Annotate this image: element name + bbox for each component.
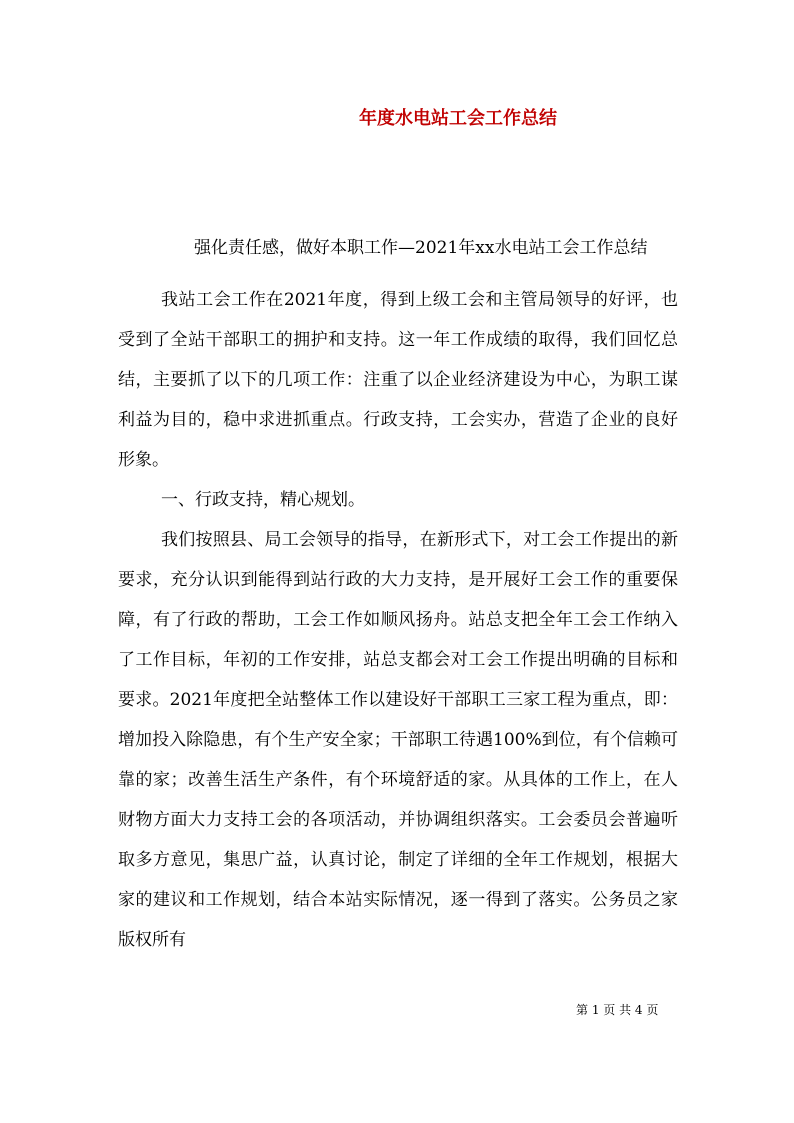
section-heading: 一、行政支持，精心规划。 [161, 490, 365, 510]
page-footer [576, 1002, 658, 1018]
document-body [118, 228, 678, 960]
document-subtitle: 强化责任感，做好本职工作—2021年xx水电站工会工作总结 [194, 238, 648, 258]
document-title: 年度水电站工会工作总结 [359, 108, 557, 129]
page-number-label: 第 1 页 共 4 页 [576, 1003, 659, 1017]
paragraph: 我站工会工作在2021年度，得到上级工会和主管局领导的好评，也受到了全站干部职工的拥护和支持。这一年工作成绩的取得，我们回忆总结，主要抓了以下的几项工作：注重了以企业经济建设为中心，为职工谋利益为目的，稳中求进抓重点。行政支持，工会实办，营造了企业的良好形象。 [118, 290, 678, 470]
paragraph: 我们按照县、局工会领导的指导，在新形式下，对工会工作提出的新要求，充分认识到能得到站行政的大力支持，是开展好工会工作的重要保障，有了行政的帮助，工会工作如顺风扬舟。站总支把全年工会工作纳入了工作目标，年初的工作安排，站总支都会对工会工作提出明确的目标和要求。2021年度把全站整体工作以建设好干部职工三家工程为重点，即：增加投入除隐患，有个生产安全家；干部职工待遇100%到位，有个信赖可靠的家；改善生活生产条件，有个环境舒适的家。从具体的工作上，在人财物方面大力支持工会的各项活动，并协调组织落实。工会委员会普遍听取多方意见，集思广益，认真讨论，制定了详细的全年工作规划，根据大家的建议和工作规划，结合本站实际情况，逐一得到了落实。公务员之家版权所有 [118, 530, 678, 950]
